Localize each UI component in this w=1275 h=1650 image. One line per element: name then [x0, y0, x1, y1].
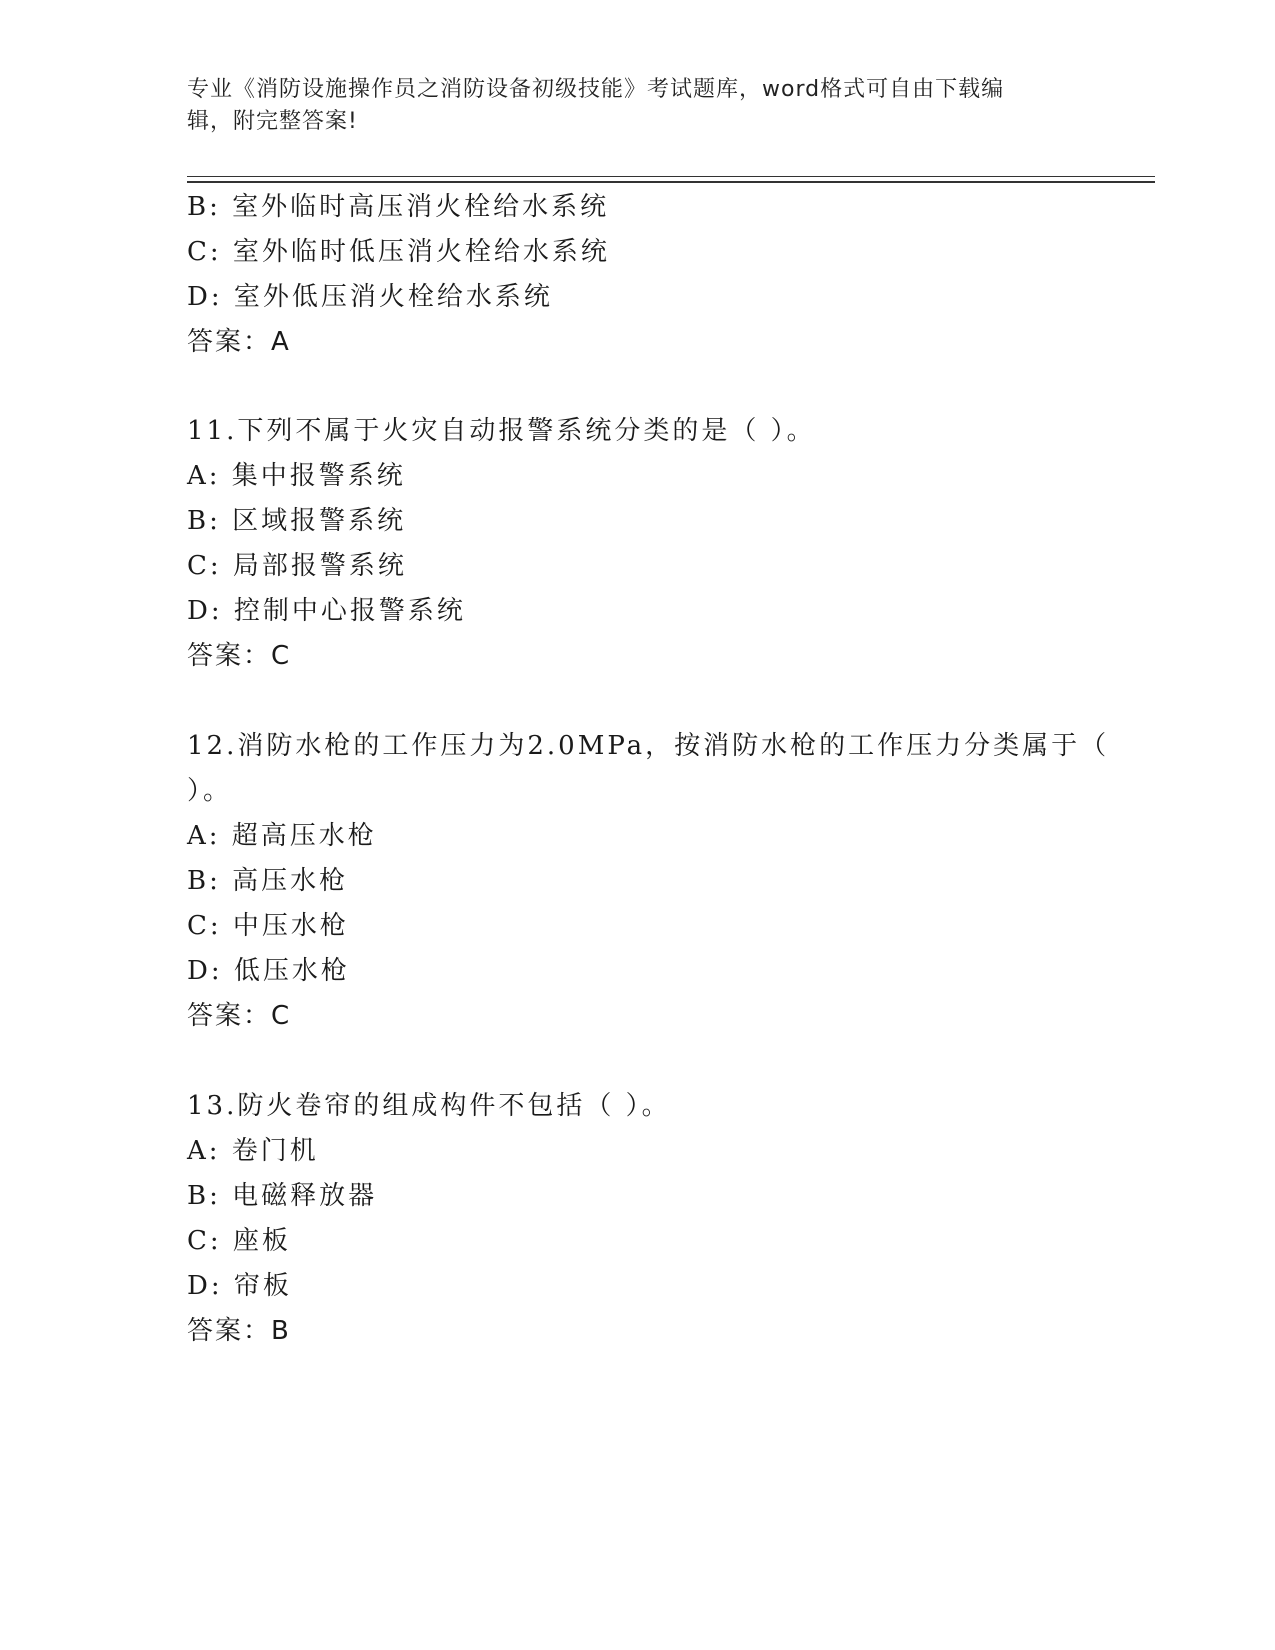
question-13-option-b: B: 电磁释放器 — [187, 1181, 378, 1211]
document-header — [187, 74, 1067, 138]
header-divider-thin — [187, 176, 1155, 177]
question-12-stem-line-1: 12.消防水枪的工作压力为2.0MPa，按消防水枪的工作压力分类属于（ — [187, 731, 1110, 761]
question-11-stem: 11.下列不属于火灾自动报警系统分类的是（ ）。 — [187, 416, 816, 446]
header-line-1: 专业《消防设施操作员之消防设备初级技能》考试题库，word格式可自由下载编 — [187, 77, 1005, 102]
question-11-answer: 答案：C — [187, 641, 292, 671]
question-12-answer: 答案：C — [187, 1001, 292, 1031]
question-13-answer: 答案：B — [187, 1316, 291, 1346]
question-13-stem: 13.防火卷帘的组成构件不包括（ ）。 — [187, 1091, 671, 1121]
question-13-option-c: C: 座板 — [187, 1226, 291, 1256]
question-12-option-b: B: 高压水枪 — [187, 866, 349, 896]
question-12-option-a: A: 超高压水枪 — [187, 821, 377, 851]
question-13-option-d: D: 帘板 — [187, 1271, 292, 1301]
option-d-prev: D: 室外低压消火栓给水系统 — [187, 282, 553, 312]
question-12-option-c: C: 中压水枪 — [187, 911, 349, 941]
question-11-option-d: D: 控制中心报警系统 — [187, 596, 466, 626]
question-13-option-a: A: 卷门机 — [187, 1136, 319, 1166]
question-11-option-a: A: 集中报警系统 — [187, 461, 406, 491]
answer-prev: 答案：A — [187, 327, 291, 357]
question-11-option-b: B: 区域报警系统 — [187, 506, 407, 536]
option-c-prev: C: 室外临时低压消火栓给水系统 — [187, 237, 610, 267]
option-b-prev: B: 室外临时高压消火栓给水系统 — [187, 192, 610, 222]
header-line-2: 辑，附完整答案! — [187, 109, 358, 134]
header-divider-thick — [187, 181, 1155, 183]
question-11-option-c: C: 局部报警系统 — [187, 551, 407, 581]
question-12-option-d: D: 低压水枪 — [187, 956, 350, 986]
question-12-stem-line-2: ）。 — [187, 776, 233, 806]
